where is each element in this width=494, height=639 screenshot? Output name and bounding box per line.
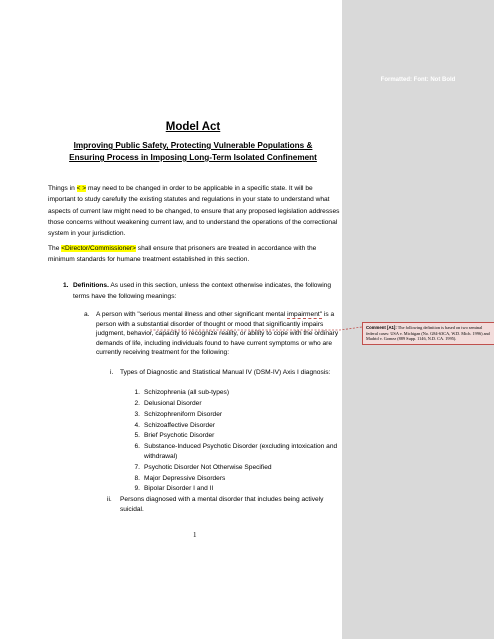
item-a-text — [96, 310, 342, 358]
sub-item-i-text: Types of Diagnostic and Statistical Manual IV (DSM-IV) Axis I diagnosis: — [120, 369, 331, 376]
diagnosis-number: 1. — [134, 389, 140, 396]
diagnosis-number: 4. — [134, 422, 140, 429]
diagnosis-text: Substance-Induced Psychotic Disorder (excluding intoxication and withdrawal) — [144, 443, 338, 460]
diagnosis-text: Brief Psychotic Disorder — [144, 432, 215, 439]
diagnosis-text: Delusional Disorder — [144, 400, 202, 407]
document-title: Model Act — [165, 121, 221, 133]
item-a-text-rest: is a person with a substantial disorder of thought or mood that significantly impairs judgment, behavior, capacity to recognize reality, or ability to cope with the ordinary demands of life, including individuals found to have current symptoms or who are currently receiving treatment for the following: — [96, 311, 339, 357]
diagnosis-number: 8. — [134, 475, 140, 482]
section-heading: Definitions. — [73, 282, 109, 289]
document-subtitle — [45, 140, 341, 164]
diagnosis-item-3 — [129, 410, 339, 420]
diagnosis-text: Psychotic Disorder Not Otherwise Specified — [144, 464, 272, 471]
comment-label: Comment [A1]: — [366, 325, 397, 330]
sub-item-ii-text: Persons diagnosed with a mental disorder that includes being actively suicidal. — [120, 496, 324, 513]
director-paragraph — [48, 243, 340, 266]
placeholder-highlight[interactable]: < > — [76, 185, 87, 192]
intro-text-start: Things in — [48, 185, 77, 192]
section-body — [73, 280, 340, 302]
diagnosis-number: 9. — [134, 485, 140, 492]
comment-margin-pane — [342, 0, 494, 639]
page-number: 1 — [193, 531, 197, 539]
subtitle-line-2: Ensuring Process in Imposing Long-Term Isolated Confinement — [69, 153, 317, 162]
diagnosis-item-6 — [129, 442, 339, 461]
comment-balloon[interactable] — [362, 322, 494, 345]
subtitle-line-1: Improving Public Safety, Protecting Vulnerable Populations & — [73, 141, 313, 150]
commented-text[interactable]: impairment" — [287, 311, 323, 318]
diagnosis-item-2 — [129, 399, 339, 409]
diagnosis-item-8 — [129, 474, 339, 484]
diagnosis-text: Schizoaffective Disorder — [144, 422, 215, 429]
diagnosis-item-7 — [129, 463, 339, 473]
diagnosis-text: Schizophrenia (all sub-types) — [144, 389, 230, 396]
diagnosis-text: Bipolar Disorder I and II — [144, 485, 214, 492]
formatting-note: Formatted: Font: Not Bold — [380, 77, 456, 83]
diagnosis-text: Schizophreniform Disorder — [144, 411, 223, 418]
diagnosis-text: Major Depressive Disorders — [144, 475, 226, 482]
item-a-text-start: A person with "serious mental illness and other significant mental — [96, 311, 288, 318]
section-intro-text: As used in this section, unless the context otherwise indicates, the following terms have the following meanings: — [73, 282, 332, 300]
intro-text-rest: may need to be changed in order to be applicable in a specific state. It will be important to study carefully the existing statutes and regulations in your state to understand what aspects of current law might need to be changed, to ensure that any proposed legislation addresses those concerns without weakening current law, and to understand the operations of the correctional system in your jurisdiction. — [48, 185, 340, 238]
diagnosis-item-1 — [129, 388, 339, 398]
sub-item-i-marker: i. — [110, 369, 114, 376]
diagnosis-number: 5. — [134, 432, 140, 439]
diagnosis-item-4 — [129, 421, 339, 431]
director-text-rest: shall ensure that prisoners are treated in accordance with the minimum standards for humane treatment established in this section. — [48, 245, 317, 264]
diagnosis-number: 3. — [134, 411, 140, 418]
diagnosis-number: 2. — [134, 400, 140, 407]
item-a-marker: a. — [84, 311, 90, 318]
section-number: 1. — [63, 282, 69, 289]
diagnosis-item-9 — [129, 484, 339, 494]
sub-item-ii-marker: ii. — [107, 496, 112, 503]
section-definitions — [63, 280, 340, 302]
diagnosis-item-5 — [129, 431, 339, 441]
diagnosis-number: 6. — [134, 443, 140, 450]
sub-item-i — [110, 368, 340, 378]
intro-paragraph — [48, 183, 340, 239]
diagnosis-number: 7. — [134, 464, 140, 471]
director-placeholder-highlight[interactable]: <Director/Commissioner> — [61, 245, 136, 252]
definition-item-a — [84, 310, 342, 358]
sub-item-ii — [107, 495, 340, 514]
comment-text: The following definition is based on two seminal federal cases: USA v. Michigan (No. G84-63CA, W.D. Mich. 1996) and Madrid v. Gomez (889 Supp. 1146, N.D. CA. 1995). — [366, 325, 490, 342]
director-text-start: The — [48, 245, 62, 252]
